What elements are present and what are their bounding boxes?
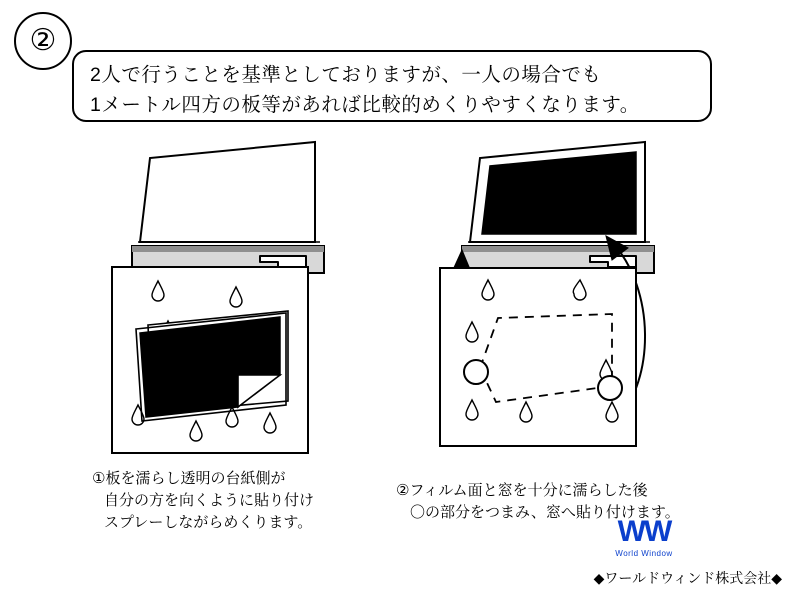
brand-logo [584,517,704,558]
footer-company-name: ◆ワールドウィンド株式会社◆ [593,570,782,586]
step-number-badge [14,12,72,70]
headline-line-2: 1メートル四方の板等があれば比較的めくりやすくなります。 [90,94,640,116]
left-window-glass [140,142,315,242]
left-grip-circle-marker [464,360,488,384]
left-door-svg [110,130,340,280]
right-caption-line-1: ②フィルム面と窓を十分に濡らした後 [396,482,648,499]
right-caption-line-2: 〇の部分をつまみ、窓へ貼り付けます。 [410,504,680,521]
right-grip-circle-marker [598,376,622,400]
right-board-svg [410,150,670,470]
left-door-illustration [110,130,340,280]
right-grip-arrowhead [606,236,628,260]
left-board-illustration [110,265,310,460]
left-board-svg [110,265,310,460]
right-board-illustration [410,150,670,470]
brand-logo-subtitle: World Window [615,549,673,558]
left-door-weatherstrip [132,246,324,252]
left-caption [92,468,314,534]
left-caption-line-2: 自分の方を向くように貼り付け [104,492,315,509]
left-caption-line-3: スプレーしながらめくります。 [104,514,313,531]
brand-logo-mark: WW [617,515,671,548]
left-caption-line-1: ①板を濡らし透明の台紙側が [92,470,286,487]
headline-box [72,50,712,122]
headline-line-1: 2人で行うことを基準としておりますが、一人の場合でも [90,64,602,86]
step-number-label: ② [29,24,57,57]
